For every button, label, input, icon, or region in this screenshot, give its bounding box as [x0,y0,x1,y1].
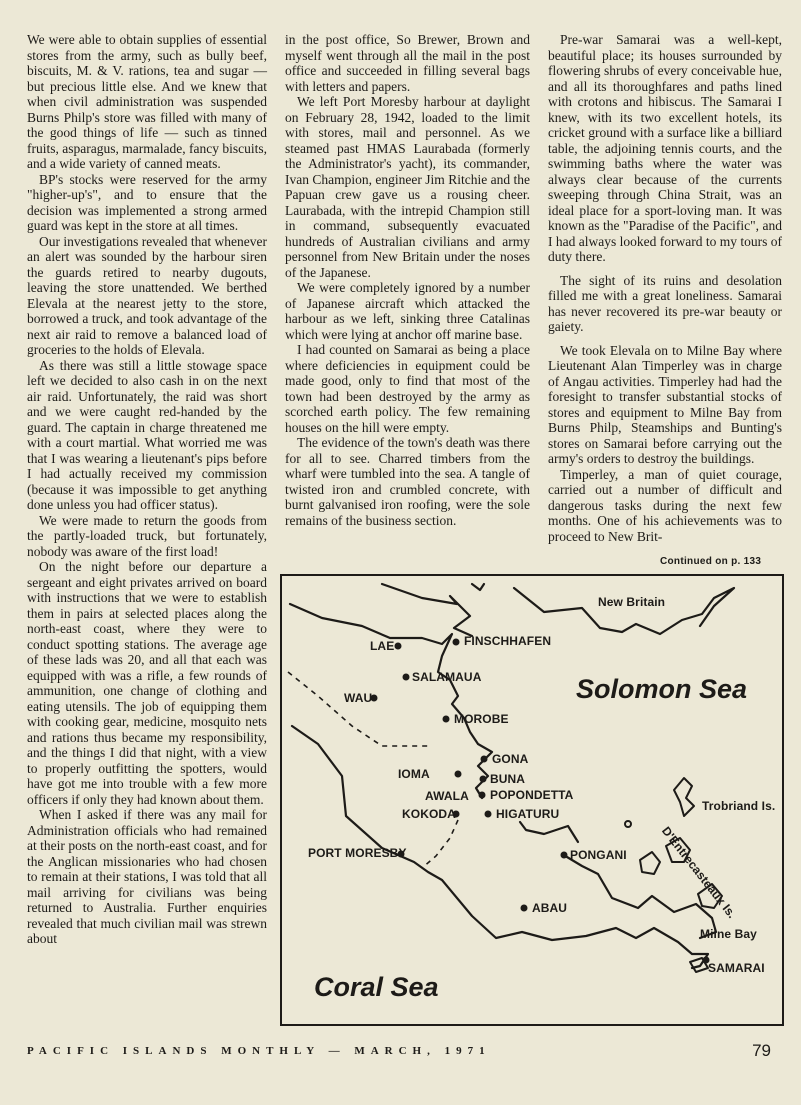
page-number: 79 [752,1041,771,1060]
new-britain-tip [472,584,484,590]
paragraph: Timperley, a man of quiet courage, carried out a number of difficult and dangerous tasks during the next few months. One of his achievements was to proceed to New Brit- [548,466,782,544]
continued-note: Continued on p. 133 [660,556,762,567]
paragraph: The sight of its ruins and desolation filled me with a great loneliness. Samarai has never recovered its pre-war beauty or gaiety. [548,272,782,334]
dentrecasteaux-1 [640,852,660,874]
paragraph: The evidence of the town's death was there for all to see. Charred timbers from the wharf were tumbled into the sea. A tangle of twisted iron and crumbled concrete, with burnt galvanised iron roofing, were the sole remains of the business section. [285,435,530,528]
paragraph: We were completely ignored by a number of Japanese aircraft which attacked the harbour as we left, sinking three Catalinas which were lying at anchor off marine base. [285,280,530,342]
north-coast [290,604,492,798]
new-britain-coast [382,584,472,636]
map-label-salamaua: SALAMAUA [412,670,482,684]
trobriand-islands [674,778,694,816]
paragraph: We were made to return the goods from the partly-loaded truck, but fortunately, nobody was aware of the first load! [27,512,267,559]
small-island [625,821,631,827]
paragraph: On the night before our departure a sergeant and eight privates arrived on board with instructions that we were to establish them in pairs at selected places along the north-east coast, where they were to conduct spotting stations. The average age of these lads was 20, and all that each was equipped with was a rifle, a few rounds of ammunition, one change of clothing and eating utensils. The job of equipping them with cooking gear, medicine, mosquito nets and rations thus became my responsibility, and the things I did that night, with a view to properly outfitting the spotters, would have got me into trouble with a few more officers if only they had known about them. [27,559,267,807]
paragraph: in the post office, So Brewer, Brown and myself went through all the mail in the post office and succeeded in filling several bags with letters and papers. [285,32,530,94]
paragraph: BP's stocks were reserved for the army "higher-up's", and to ensure that the decision was implemented a strong armed guard was kept in the store at all times. [27,171,267,233]
article-column-1 [27,32,267,947]
map-label-finschhafen: FINSCHHAFEN [464,634,552,648]
map-figure [280,574,784,1026]
kokoda-track [422,820,458,868]
map-label-coral-sea: Coral Sea [314,972,439,1002]
wau-track [288,672,432,746]
map-label-solomon-sea: Solomon Sea [576,674,748,704]
map-label-samarai: SAMARAI [708,961,765,975]
article-column-2 [285,32,530,528]
map-label-ioma: IOMA [398,767,430,781]
paragraph: We were able to obtain supplies of essential stores from the army, such as bully beef, biscuits, M. & V. rations, tea and sugar — but precious little else. And we knew that when civil administration was suspended Burns Philp's store was filled with many of the good things of life — such as tinned fruits, asparagus, marmalade, fancy biscuits, and a wide variety of canned meats. [27,32,267,171]
map-label-lae: LAE [370,639,395,653]
map-label-awala: AWALA [425,789,469,803]
map-label-abau: ABAU [532,901,568,915]
paragraph: Pre-war Samarai was a well-kept, beautiful place; its houses surrounded by flowering shrubs of every conceivable hue, and all its thoroughfares and paths lined with crotons and hibiscus. The Samarai I knew, with its two excellent hotels, its cricket ground with a surface like a billiard table, the adjoining tennis courts, and the swimming baths where the water was always clear because of the currents sweeping through China Strait, was an ideal place for a sport-loving man. It was known as the "Paradise of the Pacific", and I had always looked forward to my tours of duty there. [548,32,782,264]
map-label-popondetta: POPONDETTA [490,788,574,802]
map-label-morobe: MOROBE [454,712,509,726]
paragraph: We left Port Moresby harbour at daylight on February 28, 1942, loaded to the limit with stores, mail and personnel. As we steamed past HMAS Laurabada (formerly the Administrator's yacht), its commander, Ivan Champion, engineer Jim Ritchie and the Papuan crew gave us a rousing cheer. Laurabada, with the intrepid Champion still in command, subsequently evacuated hundreds of Australian civilians and army personnel from New Britain under the noses of the Japanese. [285,94,530,280]
paragraph: As there was still a little stowage space left we decided to also cash in on the next air raid. Unfortunately, the raid was short and we were caught red-handed by the guard. The captain in charge threatened me with a court martial. What worried me was that I was wearing a lieutenant's pips before I had actually received my commission (because it was impossible to get anything done unless you had officer status). [27,357,267,512]
map-label-gona: GONA [492,752,529,766]
map-label-milne-bay: Milne Bay [700,927,757,941]
article-column-3 [548,32,782,544]
masthead-footer: PACIFIC ISLANDS MONTHLY — MARCH, 1971 [27,1045,491,1057]
map-label-higaturu: HIGATURU [496,807,560,821]
map-label-trobriand: Trobriand Is. [702,799,776,813]
map-label-dentrecasteaux: D'Entrecasteaux Is. [658,824,740,921]
map-label-wau: WAU [344,691,373,705]
paragraph: We took Elevala on to Milne Bay where Lieutenant Alan Timperley was in charge of Angau activities. Timperley had had the foresight to transfer substantial stocks of stores and equipment to Milne Bay from Burns Philp, Steamships and Bunting's stores on Samarai before carrying out the army's orders to destroy the buildings. [548,342,782,466]
paragraph: I had counted on Samarai as being a place where deficiencies in equipment could be made good, only to find that most of the town had been destroyed by the army as scorched earth policy. The few remaining houses on the hill were empty. [285,342,530,435]
map-label-kokoda: KOKODA [402,807,456,821]
map-label-port-moresby: PORT MORESBY [308,846,407,860]
paragraph: When I asked if there was any mail for Administration officials who had remained at their posts on the north-east coast, and for the Anglican missionaries who had chosen to remain at their stations, I was told that all mail arriving for civilians was being returned to Australia. Further enquiries revealed that much civilian mail was strewn about [27,807,267,946]
map-label-pongani: PONGANI [570,848,627,862]
dyke-acland-bay [520,822,578,842]
map-label-buna: BUNA [490,772,526,786]
map-label-new-britain: New Britain [598,595,666,609]
paragraph: Our investigations revealed that whenever an alert was sounded by the harbour siren the guards retired to nearby dugouts, leaving the store unattended. We berthed Elevala at the nearest jetty to the store, borrowed a truck, and took advantage of the next air raid to remove a balanced load of groceries to the holds of Elevala. [27,233,267,357]
